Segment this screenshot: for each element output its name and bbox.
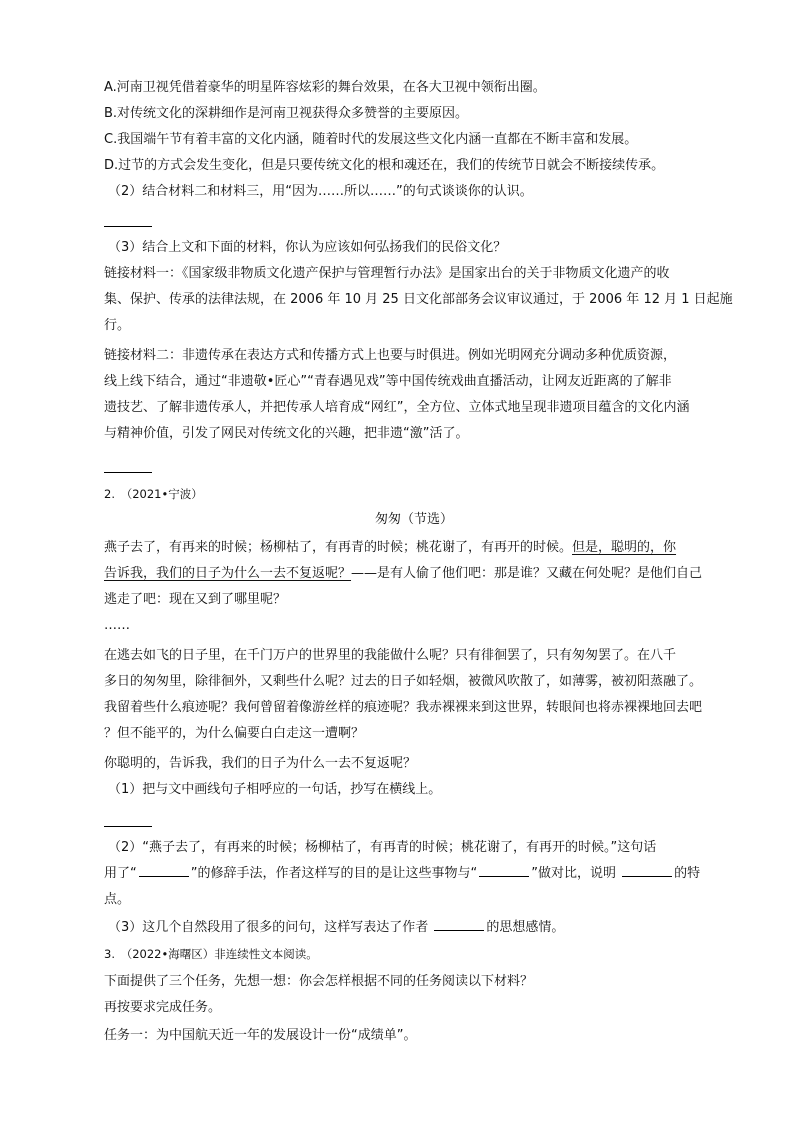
option-a: A.河南卫视凭借着豪华的明星阵容炫彩的舞台效果，在各大卫视中领衔出圈。 bbox=[104, 80, 546, 95]
link-material-1: 链接材料一：《国家级非物质文化遗产保护与管理暂行办法》是国家出台的关于非物质文化遗产的收 bbox=[104, 266, 670, 281]
answer-blank[interactable] bbox=[622, 866, 672, 877]
option-c: C.我国端午节有着丰富的文化内涵，随着时代的发展这些文化内涵一直都在不断丰富和发展。 bbox=[104, 132, 638, 147]
link-material-2-cont2: 遗技艺、了解非遗传承人，并把传承人培育成“网红”，全方位、立体式地呈现非遗项目蕴含的文化内涵 bbox=[104, 400, 690, 415]
sub-question-1: （1）把与文中画线句子相呼应的一句话，抄写在横线上。 bbox=[108, 782, 442, 797]
sub-question-2-cont: 用了“ ”的修辞手法，作者这样写的目的是让这些事物与“ ”做对比，说明 的特 bbox=[104, 866, 701, 881]
passage-paragraph-2-cont2: 我留着些什么痕迹呢？我何曾留着像游丝样的痕迹呢？我赤裸裸来到这世界，转眼间也将赤裸裸地回去吧 bbox=[104, 700, 703, 715]
passage-ellipsis: …… bbox=[104, 618, 130, 633]
task-intro: 下面提供了三个任务，先想一想：你会怎样根据不同的任务阅读以下材料？ bbox=[104, 974, 534, 989]
passage-paragraph-1-end: 逃走了吧：现在又到了哪里呢？ bbox=[104, 592, 287, 607]
passage-paragraph-2: 在逃去如飞的日子里，在千门万户的世界里的我能做什么呢？只有徘徊罢了，只有匆匆罢了。在八千 bbox=[104, 648, 677, 663]
underlined-sentence: 告诉我，我们的日子为什么一去不复返呢？ bbox=[104, 566, 352, 581]
answer-line[interactable] bbox=[104, 826, 152, 827]
passage-paragraph-1 bbox=[104, 540, 724, 556]
link-material-2: 链接材料二：非遗传承在表达方式和传播方式上也要与时俱进。例如光明网充分调动多种优质资源， bbox=[104, 348, 677, 363]
link-material-2-end: 与精神价值，引发了网民对传统文化的兴趣，把非遗“激”活了。 bbox=[104, 426, 469, 441]
passage-paragraph-2-cont: 多日的匆匆里，除徘徊外，又剩些什么呢？过去的日子如轻烟，被微风吹散了，如薄雾，被初阳蒸融了。 bbox=[104, 674, 703, 689]
task-instruction: 再按要求完成任务。 bbox=[104, 1000, 222, 1015]
answer-blank[interactable] bbox=[479, 866, 529, 877]
answer-line[interactable] bbox=[104, 472, 152, 473]
task-one: 任务一：为中国航天近一年的发展设计一份“成绩单”。 bbox=[104, 1028, 417, 1043]
passage-title: 匆匆（节选） bbox=[374, 512, 453, 527]
answer-line[interactable] bbox=[104, 226, 152, 227]
option-b: B.对传统文化的深耕细作是河南卫视获得众多赞誉的主要原因。 bbox=[104, 106, 469, 121]
passage-text: 燕子去了，有再来的时候；杨柳枯了，有再青的时候；桃花谢了，有再开的时候。 bbox=[104, 540, 573, 555]
answer-blank[interactable] bbox=[139, 866, 189, 877]
passage-text: ——是有人偷了他们吧：那是谁？又藏在何处呢？是他们自己 bbox=[351, 566, 703, 581]
passage-paragraph-2-end: ？但不能平的，为什么偏要白白走这一遭啊？ bbox=[104, 726, 365, 741]
sub-question-3: （3）这几个自然段用了很多的问句，这样写表达了作者 的思想感情。 bbox=[108, 920, 565, 935]
link-material-2-cont: 线上线下结合，通过“非遗敬•匠心”“青春遇见戏”等中国传统戏曲直播活动，让网友近距离的了解非 bbox=[104, 374, 672, 389]
passage-paragraph-3: 你聪明的，告诉我，我们的日子为什么一去不复返呢？ bbox=[104, 756, 417, 771]
sub-question-2: （2）“燕子去了，有再来的时候；杨柳枯了，有再青的时候；桃花谢了，有再开的时候。”这句话 bbox=[108, 840, 657, 855]
question-2: （2）结合材料二和材料三，用“因为……所以……”的句式谈谈你的认识。 bbox=[108, 184, 533, 199]
passage-paragraph-1-cont bbox=[104, 566, 724, 582]
answer-blank[interactable] bbox=[434, 920, 484, 931]
sub-question-2-end: 点。 bbox=[104, 892, 131, 907]
link-material-1-end: 行。 bbox=[104, 318, 131, 333]
question-header-2: 2. （2021•宁波） bbox=[104, 487, 203, 501]
option-d: D.过节的方式会发生变化，但是只要传统文化的根和魂还在，我们的传统节日就会不断接续传承。 bbox=[104, 158, 665, 173]
question-3: （3）结合上文和下面的材料，你认为应该如何弘扬我们的民俗文化？ bbox=[108, 240, 507, 255]
link-material-1-cont: 集、保护、传承的法律法规，在 2006 年 10 月 25 日文化部部务会议审议通过，于 2006 年 12 月 1 日起施 bbox=[104, 292, 733, 307]
question-header-3: 3. （2022•海曙区）非连续性文本阅读。 bbox=[104, 947, 318, 961]
underlined-sentence: 但是，聪明的，你 bbox=[572, 540, 677, 555]
